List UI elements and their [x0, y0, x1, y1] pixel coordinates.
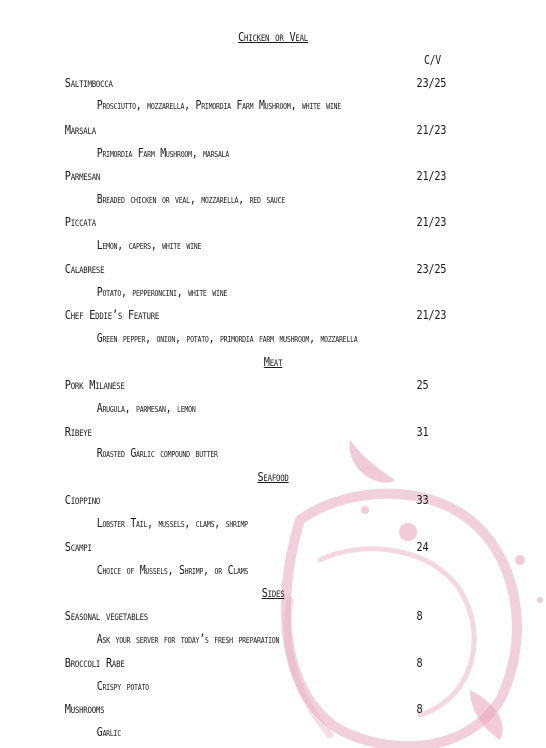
item-name-seasonal-vegetables: Seasonal vegetables	[64, 608, 148, 623]
price-header-cv: C/V	[423, 53, 441, 67]
item-price: 33	[416, 492, 429, 507]
section-title-sides: Sides	[261, 585, 285, 600]
item-description: Green pepper, onion, potato, primordia farm mushroom, mozzarella	[96, 331, 358, 345]
item-price: 8	[416, 655, 423, 670]
item-description: Lemon, capers, white wine	[96, 238, 202, 252]
item-name-pork-milanese: Pork Milanese	[64, 377, 125, 392]
item-name-marsala: Marsala	[64, 122, 96, 137]
item-name-mushrooms: Mushrooms	[64, 701, 105, 716]
item-price: 25	[416, 377, 429, 392]
section-title-chicken-or-veal: Chicken or Veal	[238, 29, 308, 44]
item-description: Prosciutto, mozzarella, Primordia Farm Mushroom, white wine	[96, 98, 341, 112]
item-description: Roasted Garlic compound butter	[96, 446, 218, 460]
item-price: 21/23	[416, 214, 447, 229]
item-price: 8	[416, 701, 423, 716]
item-price: 21/23	[416, 122, 447, 137]
item-name-ribeye: Ribeye	[64, 424, 92, 439]
item-price: 31	[416, 424, 429, 439]
item-name-scampi: Scampi	[64, 539, 92, 554]
item-name-calabrese: Calabrese	[64, 261, 105, 276]
item-description: Primordia Farm Mushroom, marsala	[96, 146, 230, 160]
item-price: 21/23	[416, 307, 447, 322]
item-name-saltimbocca: Saltimbocca	[64, 75, 113, 90]
item-description: Breaded chicken or veal, mozzarella, red sauce	[96, 192, 285, 206]
item-name-cioppino: Cioppino	[64, 492, 101, 507]
item-name-parmesan: Parmesan	[64, 168, 101, 183]
item-description: Potato, pepperoncini, white wine	[96, 285, 228, 299]
section-title-meat: Meat	[263, 354, 283, 369]
item-price: 24	[416, 539, 429, 554]
item-description: Garlic	[96, 725, 121, 739]
item-name-chef-eddies-feature: Chef Eddie’s Feature	[64, 307, 160, 322]
item-description: Crispy potato	[96, 679, 149, 693]
item-name-broccoli-rabe: Broccoli Rabe	[64, 655, 125, 670]
item-description: Lobster Tail, mussels, clams, shrimp	[96, 516, 248, 530]
item-price: 21/23	[416, 168, 447, 183]
item-price: 23/25	[416, 75, 447, 90]
item-price: 8	[416, 608, 423, 623]
section-title-seafood: Seafood	[257, 469, 289, 484]
item-description: Ask your server for today’s fresh preparation	[96, 632, 280, 646]
item-name-piccata: Piccata	[64, 214, 96, 229]
item-price: 23/25	[416, 261, 447, 276]
item-description: Choice of Mussels, Shrimp, or Clams	[96, 563, 249, 577]
item-description: Arugula, parmesan, lemon	[96, 401, 196, 415]
